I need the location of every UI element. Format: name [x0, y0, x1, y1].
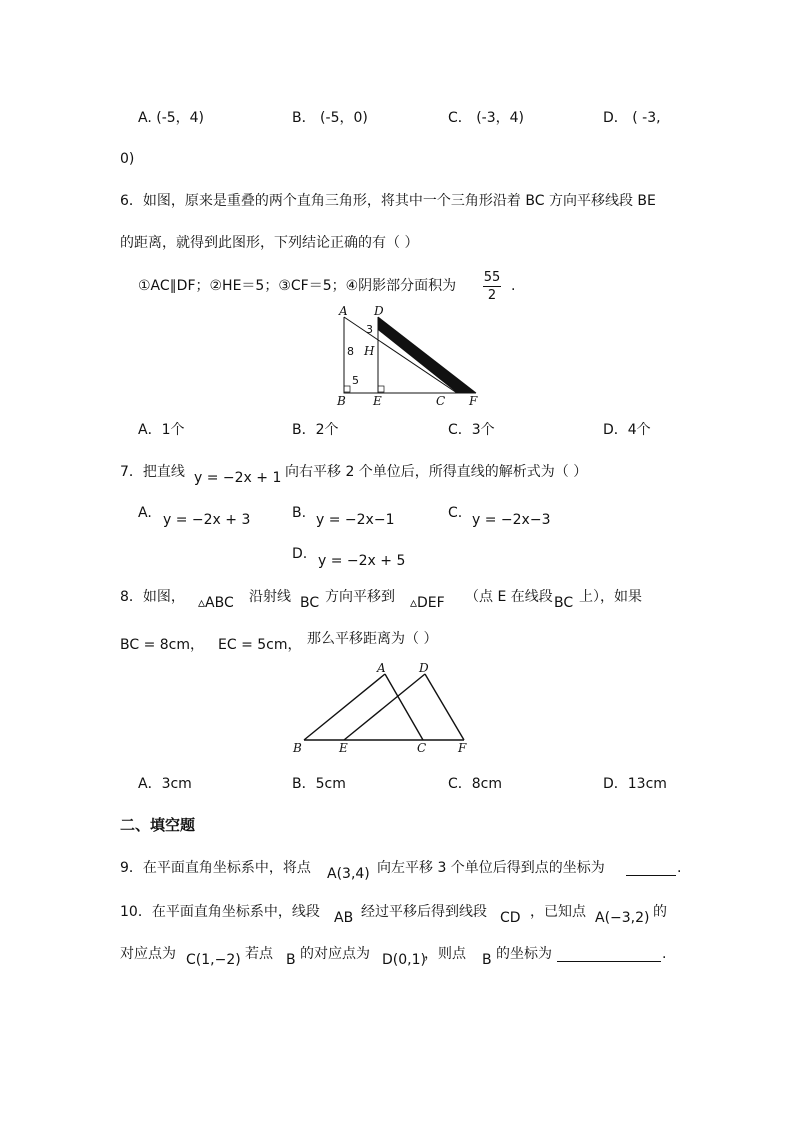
q5-option-c: C． (-3，4)	[448, 110, 525, 126]
q7-option-a-expr: y = −2x + 3	[163, 512, 251, 528]
q6-fraction	[483, 271, 501, 302]
fraction-denominator: 2	[487, 288, 497, 303]
q10-b: B	[286, 952, 296, 968]
q10-p2: 经过平移后得到线段	[361, 904, 487, 920]
label-a: A	[377, 661, 386, 675]
q10-end: .	[662, 946, 667, 962]
q8-measure-ec: EC = 5cm，	[218, 637, 302, 653]
q7-option-c-label: C.	[448, 505, 463, 521]
label-a: A	[339, 304, 348, 318]
q7-option-b-expr: y = −2x−1	[316, 512, 395, 528]
q8-option-b: B．5cm	[292, 776, 346, 792]
q5-option-a: A. (-5，4)	[138, 110, 205, 126]
q9-end: .	[677, 860, 682, 876]
label-e: E	[373, 394, 382, 408]
q8-bc: BC	[300, 595, 320, 611]
q10-p9: 的坐标为	[496, 946, 552, 962]
q6-option-d: D．4个	[603, 422, 651, 438]
label-d: D	[374, 304, 384, 318]
q7-suffix: 向右平移 2 个单位后，所得直线的解析式为（ ）	[285, 464, 588, 480]
q10-p7: 的对应点为	[300, 946, 370, 962]
q7-option-a-label: A.	[138, 505, 152, 521]
label-e: E	[339, 741, 348, 755]
q9-p1: 9．在平面直角坐标系中，将点	[120, 860, 311, 876]
q8-p5: 上），如果	[579, 589, 642, 605]
q8-figure	[290, 660, 480, 760]
q9-point: A(3,4)	[327, 866, 370, 882]
segment-ab	[304, 674, 385, 740]
q10-answer-blank[interactable]	[557, 947, 661, 962]
q8-option-d: D．13cm	[603, 776, 667, 792]
q10-p3: ，已知点	[530, 904, 586, 920]
section-title-fill-in: 二、填空题	[120, 816, 196, 834]
q8-triangle-abc: ▵ABC	[198, 595, 234, 611]
fraction-bar	[483, 286, 501, 287]
segment-ac	[385, 674, 423, 740]
label-f: F	[458, 741, 467, 755]
q6-option-c: C．3个	[448, 422, 495, 438]
q7-expression: y = −2x + 1	[194, 470, 282, 486]
q7-option-c-expr: y = −2x−3	[472, 512, 551, 528]
q5-option-d-continued: 0)	[120, 151, 135, 167]
label-f: F	[469, 394, 478, 408]
q8-p1: 8．如图，	[120, 589, 185, 605]
q8-bc2: BC	[554, 595, 574, 611]
q8-p3: 方向平移到	[325, 589, 395, 605]
q8-measure-bc: BC = 8cm，	[120, 637, 205, 653]
q6-statements: ①AC∥DF；②HE＝5；③CF＝5；④阴影部分面积为	[138, 278, 457, 294]
q7-prefix: 7．把直线	[120, 464, 185, 480]
right-angle-b	[344, 386, 350, 392]
q8-triangle-def: ▵DEF	[410, 595, 445, 611]
q10-cd: CD	[500, 910, 521, 926]
q8-p4: （点 E 在线段	[465, 589, 553, 605]
q8-option-c: C．8cm	[448, 776, 503, 792]
label-8: 8	[347, 345, 354, 358]
q10-b2: B	[482, 952, 492, 968]
q6-line2: 的距离，就得到此图形，下列结论正确的有（ ）	[120, 235, 419, 251]
label-b: B	[293, 741, 302, 755]
q10-point-c: C(1,−2)	[186, 952, 241, 968]
label-d: D	[419, 661, 429, 675]
right-angle-e	[378, 386, 384, 392]
segment-df	[378, 317, 476, 393]
q8-p6: 那么平移距离为（ ）	[307, 631, 438, 647]
q7-option-b-label: B.	[292, 505, 307, 521]
q7-option-d-expr: y = −2x + 5	[318, 553, 406, 569]
fraction-numerator: 55	[483, 270, 501, 285]
q6-line1: 6．如图，原来是重叠的两个直角三角形，将其中一个三角形沿着 BC 方向平移线段 BE	[120, 193, 656, 209]
q6-option-b: B．2个	[292, 422, 339, 438]
q7-option-d-label: D.	[292, 546, 308, 562]
label-5: 5	[352, 374, 359, 387]
segment-df	[425, 674, 464, 740]
q5-option-d: D． ( -3,	[603, 110, 661, 126]
q8-option-a: A．3cm	[138, 776, 192, 792]
q10-p8: ，则点	[424, 946, 466, 962]
label-c: C	[436, 394, 446, 408]
q6-figure	[330, 302, 490, 410]
label-h: H	[364, 344, 375, 358]
q10-point-a: A(−3,2)	[595, 910, 650, 926]
q10-ab: AB	[334, 910, 354, 926]
q9-p2: 向左平移 3 个单位后得到点的坐标为	[377, 860, 605, 876]
label-3: 3	[366, 323, 373, 336]
label-b: B	[337, 394, 346, 408]
q6-period: .	[511, 278, 516, 294]
label-c: C	[417, 741, 427, 755]
segment-de	[344, 674, 425, 740]
q10-p6: 若点	[245, 946, 273, 962]
q9-answer-blank[interactable]	[626, 861, 676, 876]
q6-option-a: A．1个	[138, 422, 185, 438]
q10-p4: 的	[653, 904, 667, 920]
segment-ac	[344, 317, 457, 393]
q8-p2: 沿射线	[249, 589, 291, 605]
q5-option-b: B． (-5，0)	[292, 110, 368, 126]
q10-p1: 10．在平面直角坐标系中，线段	[120, 904, 320, 920]
q10-point-d: D(0,1)	[382, 952, 426, 968]
q10-p5: 对应点为	[120, 946, 176, 962]
